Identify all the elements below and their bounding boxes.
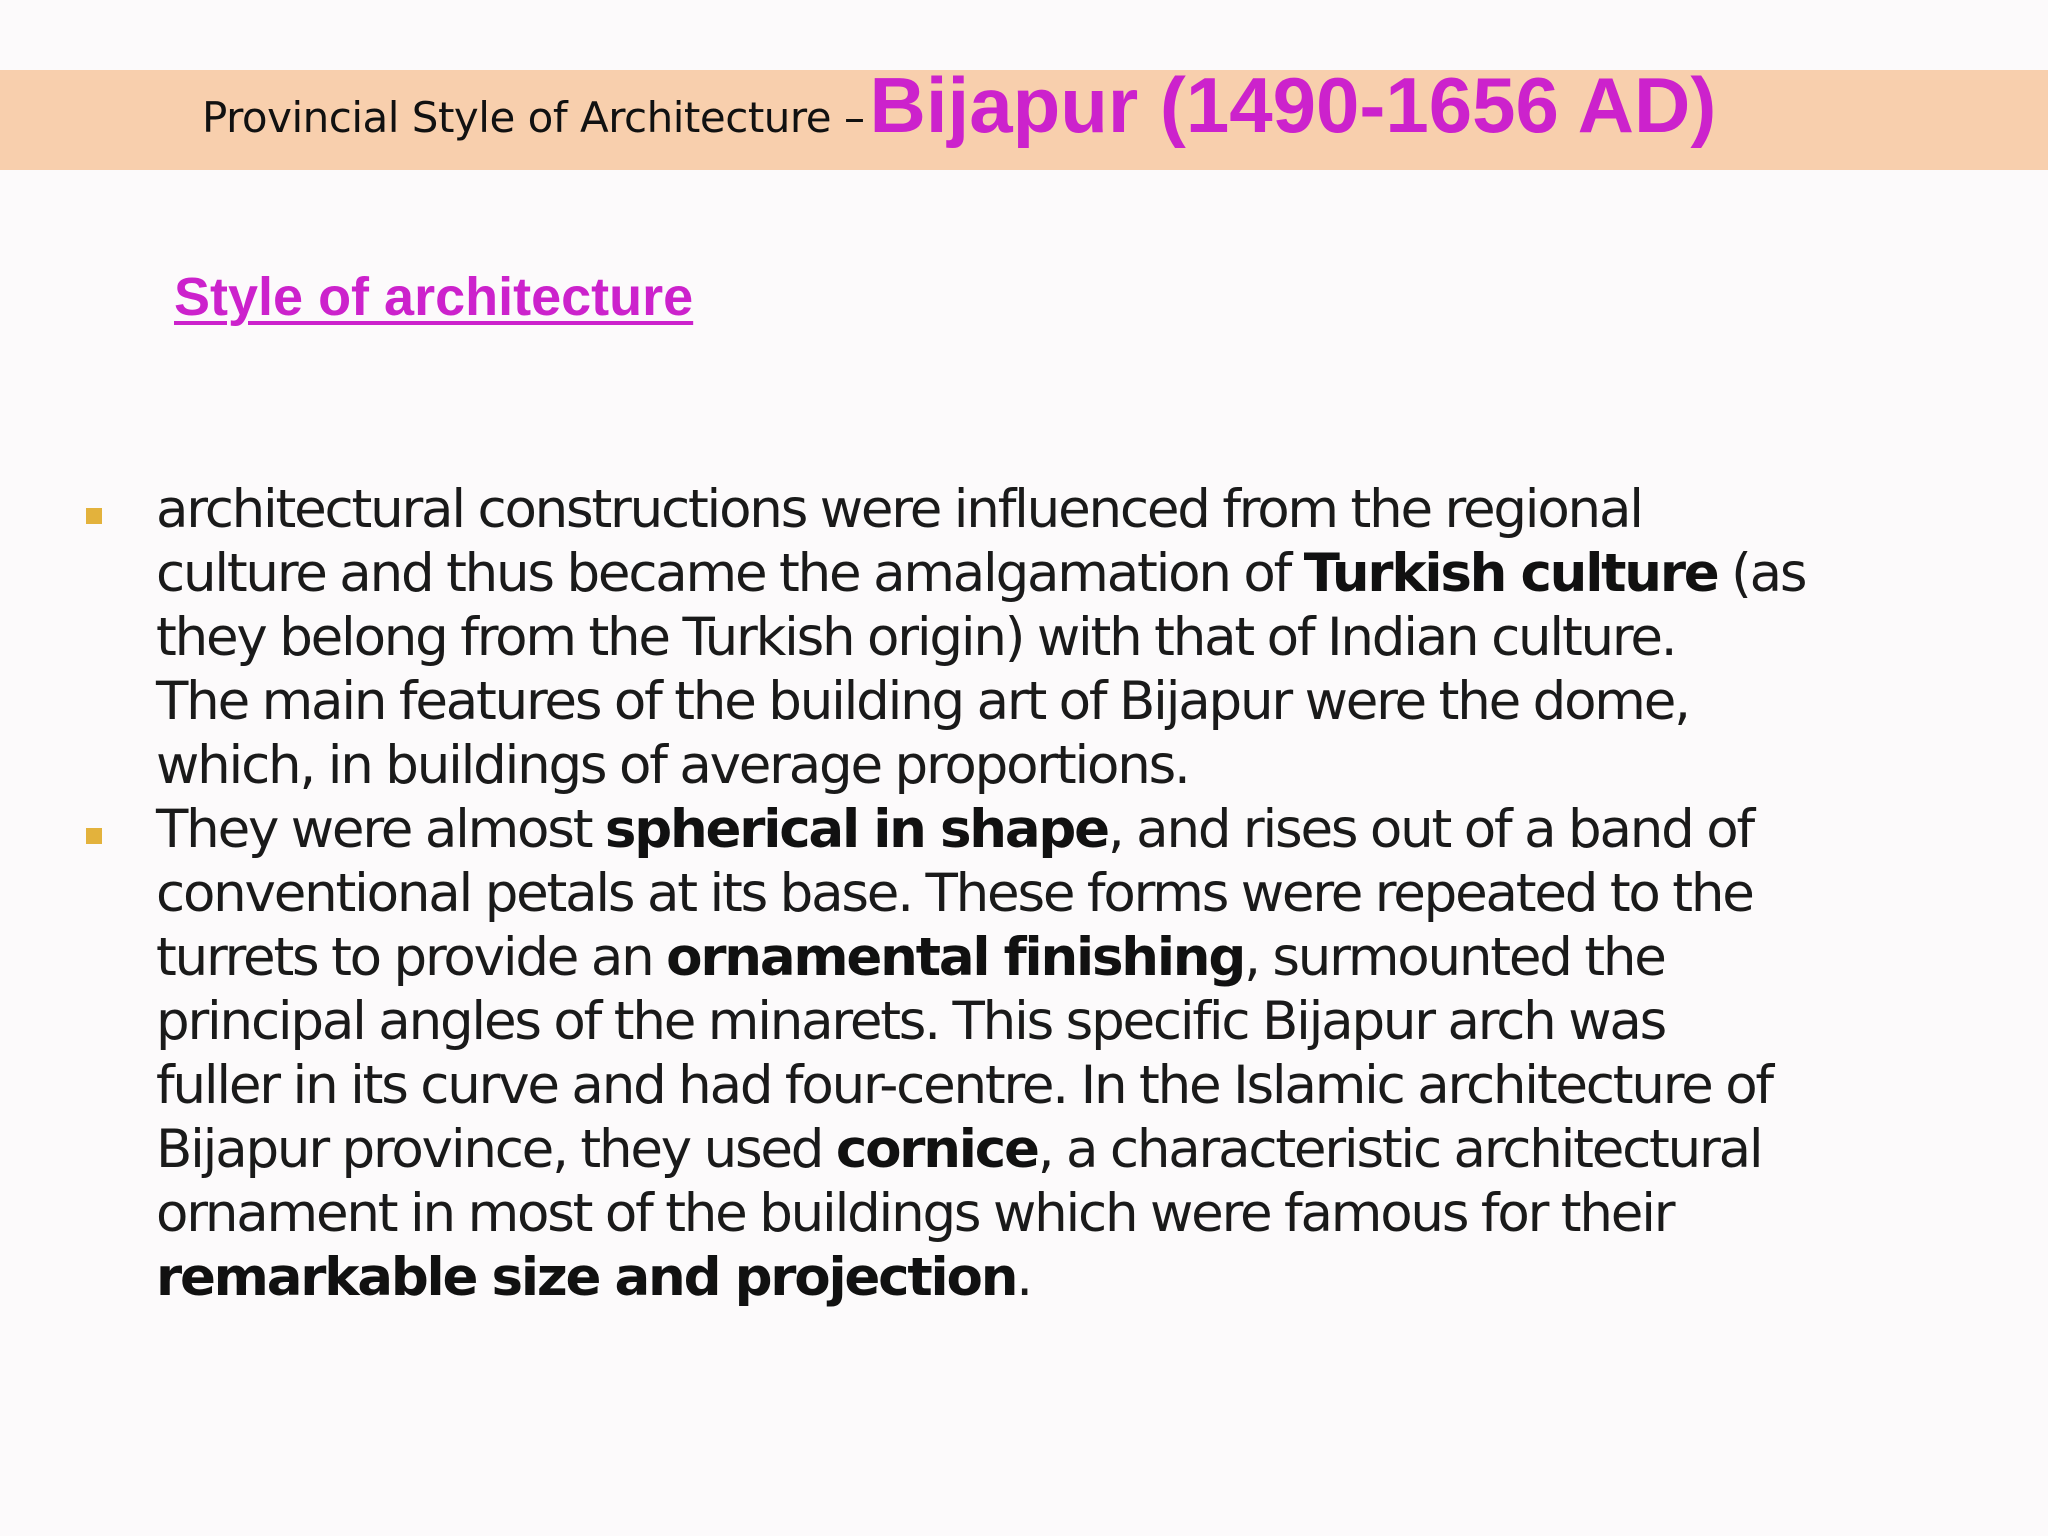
text-run: culture and thus became the amalgamation of	[156, 543, 1304, 604]
text-run: (as	[1717, 543, 1806, 604]
bullet-item	[86, 478, 1986, 798]
slide-title	[202, 61, 1717, 149]
bullet-list	[86, 478, 1986, 1310]
bold-phrase: Turkish culture	[1303, 543, 1718, 604]
text-run: , and rises out of a band of	[1107, 799, 1753, 860]
text-run: They were almost	[156, 799, 605, 860]
text-line	[156, 862, 1986, 926]
text-run: Bijapur province, they used	[156, 1119, 836, 1180]
bullet-text	[156, 798, 1986, 1310]
bold-phrase: remarkable size and projection	[156, 1247, 1017, 1308]
text-run: ornament in most of the buildings which were famous for their	[156, 1183, 1674, 1244]
bold-phrase: spherical in shape	[604, 799, 1108, 860]
text-run: principal angles of the minarets. This specific Bijapur arch was	[156, 991, 1666, 1052]
text-run: architectural constructions were influenced from the regional	[156, 479, 1642, 540]
square-bullet-icon	[86, 508, 102, 524]
text-line	[156, 926, 1986, 990]
text-run: they belong from the Turkish origin) with that of Indian culture.	[156, 607, 1676, 668]
bold-phrase: ornamental finishing	[666, 927, 1245, 988]
text-run: The main features of the building art of Bijapur were the dome,	[156, 671, 1689, 732]
text-run: , a characteristic architectural	[1037, 1119, 1762, 1180]
text-run: which, in buildings of average proportions.	[156, 735, 1189, 796]
text-run: .	[1016, 1247, 1031, 1308]
text-line	[156, 798, 1986, 862]
text-line	[156, 1054, 1986, 1118]
text-line	[156, 542, 1986, 606]
text-line	[156, 1182, 1986, 1246]
text-run: conventional petals at its base. These forms were repeated to the	[156, 863, 1753, 924]
text-line	[156, 734, 1986, 798]
text-line	[156, 670, 1986, 734]
text-run: fuller in its curve and had four-centre. In the Islamic architecture of	[156, 1055, 1772, 1116]
title-prefix: Provincial Style of Architecture –	[202, 93, 865, 142]
title-accent: Bijapur (1490-1656 AD)	[869, 61, 1717, 149]
square-bullet-icon	[86, 828, 102, 844]
bullet-text	[156, 478, 1986, 798]
section-subheading: Style of architecture	[174, 267, 694, 327]
text-line	[156, 606, 1986, 670]
text-run: turrets to provide an	[156, 927, 667, 988]
bullet-item	[86, 798, 1986, 1310]
text-line	[156, 990, 1986, 1054]
bold-phrase: cornice	[835, 1119, 1038, 1180]
text-line	[156, 1246, 1986, 1310]
text-line	[156, 478, 1986, 542]
text-run: , surmounted the	[1244, 927, 1665, 988]
text-line	[156, 1118, 1986, 1182]
